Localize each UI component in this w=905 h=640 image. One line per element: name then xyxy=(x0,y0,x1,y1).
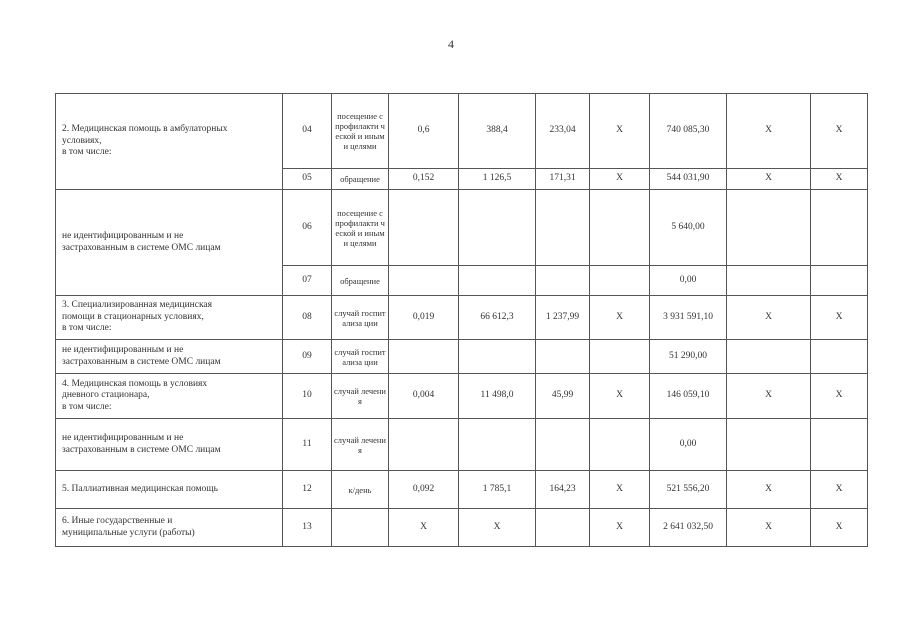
row-cell xyxy=(389,419,459,471)
row-cell: X xyxy=(389,509,459,547)
row-cell xyxy=(536,266,590,296)
row-cell xyxy=(590,419,650,471)
row-name: не идентифицированным и не застрахованным в системе ОМС лицам xyxy=(56,419,283,471)
row-code: 12 xyxy=(283,471,332,509)
row-cell: 11 498,0 xyxy=(459,374,536,419)
row-unit: к/день xyxy=(332,471,389,509)
row-cell: 1 126,5 xyxy=(459,169,536,190)
row-cell xyxy=(811,190,868,266)
row-cell: 164,23 xyxy=(536,471,590,509)
row-unit: случай госпитализа ции xyxy=(332,296,389,340)
row-unit: случай госпитализа ции xyxy=(332,340,389,374)
row-cell: 146 059,10 xyxy=(650,374,727,419)
row-cell: 0,152 xyxy=(389,169,459,190)
row-cell: X xyxy=(727,374,811,419)
row-unit xyxy=(332,509,389,547)
row-code: 06 xyxy=(283,190,332,266)
row-cell: 0,00 xyxy=(650,266,727,296)
row-unit: случай лечения xyxy=(332,419,389,471)
row-cell: X xyxy=(811,471,868,509)
row-cell: X xyxy=(590,374,650,419)
row-cell xyxy=(389,190,459,266)
row-name: 6. Иные государственные и муниципальные услуги (работы) xyxy=(56,509,283,547)
row-cell: 0,00 xyxy=(650,419,727,471)
funding-table xyxy=(55,93,868,547)
row-name: 4. Медицинская помощь в условиях дневного стационара, в том числе: xyxy=(56,374,283,419)
row-cell: 0,092 xyxy=(389,471,459,509)
row-unit: обращение xyxy=(332,266,389,296)
row-cell: 171,31 xyxy=(536,169,590,190)
row-cell xyxy=(727,340,811,374)
table-row xyxy=(56,296,868,340)
row-cell: 2 641 032,50 xyxy=(650,509,727,547)
row-cell: X xyxy=(811,169,868,190)
row-cell: 1 237,99 xyxy=(536,296,590,340)
row-unit: посещение с профилакти ческой и иными целями xyxy=(332,94,389,169)
row-name: 5. Паллиативная медицинская помощь xyxy=(56,471,283,509)
row-cell: 3 931 591,10 xyxy=(650,296,727,340)
row-cell xyxy=(590,340,650,374)
row-cell: 233,04 xyxy=(536,94,590,169)
row-name: не идентифицированным и не застрахованным в системе ОМС лицам xyxy=(56,190,283,296)
row-cell: X xyxy=(590,169,650,190)
row-cell: 66 612,3 xyxy=(459,296,536,340)
row-cell: X xyxy=(727,471,811,509)
row-cell xyxy=(590,190,650,266)
row-unit: обращение xyxy=(332,169,389,190)
row-cell: X xyxy=(727,94,811,169)
row-cell: X xyxy=(590,94,650,169)
row-cell: 51 290,00 xyxy=(650,340,727,374)
row-cell xyxy=(536,340,590,374)
row-cell: 45,99 xyxy=(536,374,590,419)
row-cell: 5 640,00 xyxy=(650,190,727,266)
row-code: 13 xyxy=(283,509,332,547)
row-cell xyxy=(811,266,868,296)
table-row xyxy=(56,471,868,509)
row-cell xyxy=(536,419,590,471)
row-cell: X xyxy=(727,169,811,190)
row-cell: 544 031,90 xyxy=(650,169,727,190)
row-cell: X xyxy=(727,296,811,340)
row-cell: 388,4 xyxy=(459,94,536,169)
row-cell: X xyxy=(459,509,536,547)
row-cell: 1 785,1 xyxy=(459,471,536,509)
row-cell: 521 556,20 xyxy=(650,471,727,509)
row-code: 04 xyxy=(283,94,332,169)
row-cell: X xyxy=(590,471,650,509)
row-cell xyxy=(727,419,811,471)
table-row xyxy=(56,190,868,266)
row-cell: X xyxy=(811,94,868,169)
row-cell xyxy=(811,340,868,374)
table-row xyxy=(56,374,868,419)
row-name: не идентифицированным и не застрахованным в системе ОМС лицам xyxy=(56,340,283,374)
table-row xyxy=(56,94,868,169)
row-cell: X xyxy=(727,509,811,547)
row-cell xyxy=(536,190,590,266)
row-code: 07 xyxy=(283,266,332,296)
row-code: 05 xyxy=(283,169,332,190)
row-unit: случай лечения xyxy=(332,374,389,419)
row-cell: 0,6 xyxy=(389,94,459,169)
row-cell xyxy=(536,509,590,547)
row-cell xyxy=(459,419,536,471)
row-cell xyxy=(459,266,536,296)
row-cell: X xyxy=(590,296,650,340)
row-cell: 740 085,30 xyxy=(650,94,727,169)
row-cell xyxy=(389,266,459,296)
row-code: 09 xyxy=(283,340,332,374)
row-cell: X xyxy=(811,509,868,547)
row-code: 11 xyxy=(283,419,332,471)
row-cell xyxy=(727,266,811,296)
row-code: 10 xyxy=(283,374,332,419)
row-name: 2. Медицинская помощь в амбулаторных условиях, в том числе: xyxy=(56,94,283,190)
row-name: 3. Специализированная медицинская помощи в стационарных условиях, в том числе: xyxy=(56,296,283,340)
row-cell xyxy=(590,266,650,296)
table-row xyxy=(56,419,868,471)
page-number: 4 xyxy=(448,37,454,51)
row-cell xyxy=(459,340,536,374)
row-unit: посещение с профилакти ческой и иными целями xyxy=(332,190,389,266)
row-cell: 0,004 xyxy=(389,374,459,419)
row-cell xyxy=(389,340,459,374)
row-cell xyxy=(727,190,811,266)
row-cell: X xyxy=(590,509,650,547)
row-cell: X xyxy=(811,296,868,340)
row-cell xyxy=(811,419,868,471)
table-row xyxy=(56,509,868,547)
table-row xyxy=(56,340,868,374)
row-cell: 0,019 xyxy=(389,296,459,340)
row-cell xyxy=(459,190,536,266)
row-cell: X xyxy=(811,374,868,419)
row-code: 08 xyxy=(283,296,332,340)
